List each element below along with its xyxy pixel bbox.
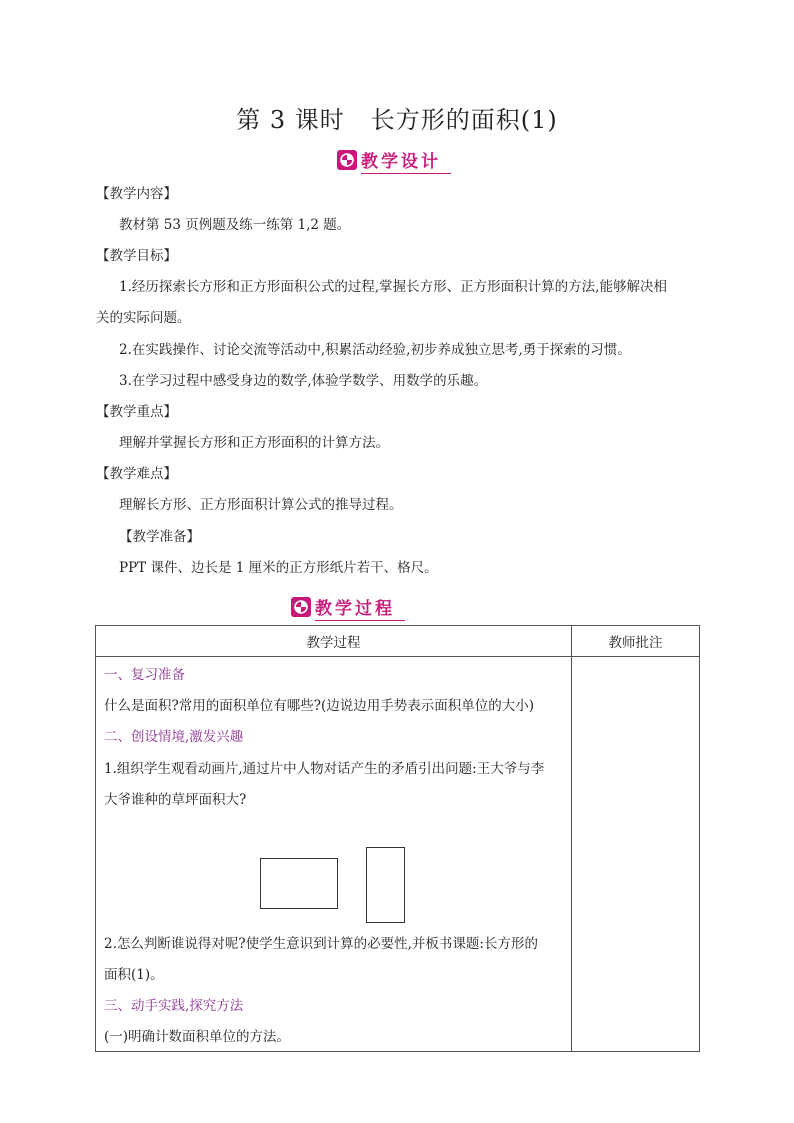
swirl-logo-icon xyxy=(337,150,357,170)
page-title xyxy=(0,100,794,135)
table-row xyxy=(96,657,700,1052)
section-2-p1-line2: 大爷谁种的草坪面积大? xyxy=(104,792,247,808)
process-cell xyxy=(96,657,572,1052)
lawn-rectangle-tall xyxy=(366,847,405,923)
design-banner-label: 教学设计 xyxy=(361,147,451,174)
header-process: 教学过程 xyxy=(96,626,572,657)
key-point-heading: 【教学重点】 xyxy=(96,404,177,420)
difficulty-heading: 【教学难点】 xyxy=(96,466,177,482)
header-teacher-notes: 教师批注 xyxy=(572,626,700,657)
lesson-topic: 长方形的面积(1) xyxy=(370,106,558,134)
goals-heading: 【教学目标】 xyxy=(96,248,177,264)
preparation-text: PPT 课件、边长是 1 厘米的正方形纸片若干、格尺。 xyxy=(119,560,438,576)
goal-3: 3.在学习过程中感受身边的数学,体验学数学、用数学的乐趣。 xyxy=(119,373,488,389)
lawn-rectangle-wide xyxy=(260,858,338,909)
process-banner-label: 教学过程 xyxy=(315,594,405,621)
preparation-heading: 【教学准备】 xyxy=(119,529,200,545)
content-text: 教材第 53 页例题及练一练第 1,2 题。 xyxy=(119,217,351,233)
table-header-row xyxy=(96,626,700,657)
section-3-p1: (一)明确计数面积单位的方法。 xyxy=(104,1029,291,1045)
section-2-p2-line2: 面积(1)。 xyxy=(104,967,164,983)
lesson-number: 第 3 课时 xyxy=(236,106,345,134)
difficulty-text: 理解长方形、正方形面积计算公式的推导过程。 xyxy=(119,497,403,513)
teaching-process-table xyxy=(95,625,700,1052)
key-point-text: 理解并掌握长方形和正方形面积的计算方法。 xyxy=(119,435,389,451)
teacher-notes-cell xyxy=(572,657,700,1052)
swirl-logo-icon xyxy=(291,597,311,617)
content-heading: 【教学内容】 xyxy=(96,186,177,202)
section-2-p2-line1: 2.怎么判断谁说得对呢?使学生意识到计算的必要性,并板书课题:长方形的 xyxy=(104,936,538,952)
section-1-text: 什么是面积?常用的面积单位有哪些?(边说边用手势表示面积单位的大小) xyxy=(104,698,535,714)
design-banner xyxy=(337,148,451,172)
section-1-title: 一、复习准备 xyxy=(104,667,185,683)
goal-1-line-1: 1.经历探索长方形和正方形面积公式的过程,掌握长方形、正方形面积计算的方法,能够解决相 xyxy=(119,279,667,295)
section-2-p1-line1: 1.组织学生观看动画片,通过片中人物对话产生的矛盾引出问题:王大爷与李 xyxy=(104,761,545,777)
section-3-title: 三、动手实践,探究方法 xyxy=(104,998,244,1014)
goal-2: 2.在实践操作、讨论交流等活动中,积累活动经验,初步养成独立思考,勇于探索的习惯。 xyxy=(119,342,631,358)
process-banner xyxy=(291,595,405,619)
section-2-title: 二、创设情境,激发兴趣 xyxy=(104,729,244,745)
goal-1-line-2: 关的实际问题。 xyxy=(96,310,191,326)
